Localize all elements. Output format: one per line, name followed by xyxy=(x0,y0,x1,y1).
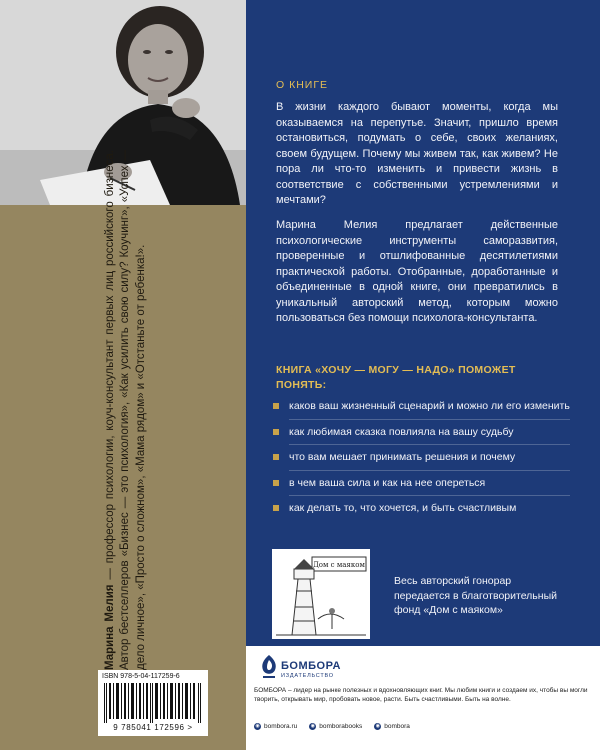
charity-image-caption: Дом с маяком xyxy=(313,561,365,569)
benefit-text: каков ваш жизненный сценарий и можно ли его изменить xyxy=(289,400,570,412)
social-website xyxy=(254,723,297,730)
benefits-list xyxy=(270,399,570,521)
square-bullet-icon xyxy=(273,429,279,435)
publisher-tagline: БОМБОРА – лидер на рынке полезных и вдохновляющих книг. Мы любим книги и создаем их, чтобы вы могли творить, открывать мир, пробовать новое, расти. Быть счастливыми. Быть на волне. xyxy=(254,687,588,703)
instagram-icon: ◉ xyxy=(375,723,380,729)
right-column xyxy=(246,0,600,750)
description-panel xyxy=(246,0,600,646)
social-links xyxy=(254,723,410,730)
author-bio xyxy=(103,150,149,670)
list-item xyxy=(270,476,570,491)
divider xyxy=(289,444,570,445)
divider xyxy=(289,470,570,471)
charity-text: Весь авторский гонорар передается в благотворительный фонд «Дом с маяком» xyxy=(394,575,557,616)
left-column xyxy=(0,0,246,750)
list-item xyxy=(270,425,570,440)
list-item xyxy=(270,450,570,465)
social-instagram xyxy=(374,723,410,730)
social-vk xyxy=(309,723,362,730)
benefit-text: в чем ваша сила и как на нее опереться xyxy=(289,476,486,489)
social-label: bomborabooks xyxy=(319,723,363,730)
benefit-text: как любимая сказка повлияла на вашу судьбу xyxy=(289,425,514,438)
square-bullet-icon xyxy=(273,403,279,409)
barcode-bars-icon xyxy=(104,683,202,723)
publisher-subtitle: ИЗДАТЕЛЬСТВО xyxy=(281,673,334,679)
list-item xyxy=(270,501,570,516)
barcode xyxy=(98,670,208,736)
lighthouse-drawing-icon xyxy=(272,549,370,639)
help-title: КНИГА «ХОЧУ — МОГУ — НАДО» ПОМОЖЕТ ПОНЯТЬ: xyxy=(276,364,516,391)
divider xyxy=(289,495,570,496)
vk-icon: ◉ xyxy=(310,723,315,729)
author-name: Марина Мелия xyxy=(104,584,116,670)
publisher-brand: БОМБОРА xyxy=(281,660,341,672)
square-bullet-icon xyxy=(273,454,279,460)
barcode-number: 9 785041 172596 > xyxy=(113,723,193,732)
charity-illustration xyxy=(272,549,370,639)
social-label: bombora xyxy=(384,723,410,730)
benefit-text: что вам мешает принимать решения и почему xyxy=(289,451,516,464)
benefit-text: как делать то, что хочется, и быть счастливым xyxy=(289,502,517,515)
list-item xyxy=(270,399,570,414)
isbn-label: ISBN 978-5-04-117259-6 xyxy=(102,673,180,680)
globe-icon: ◉ xyxy=(255,723,260,729)
square-bullet-icon xyxy=(273,480,279,486)
author-bio-text: — профессор психологии, коуч-консультант первых лиц российского бизнеса. Автор бестселлеров «Бизнес — это психология», «Как усилить свою силу? Коучинг», «Успех — дело личное», «Просто о сложном», «Мама рядом» и «Отстаньте от ребенка!». xyxy=(104,150,147,670)
social-label: bombora.ru xyxy=(264,723,298,730)
about-paragraph-1: В жизни каждого бывают моменты, когда мы оказываемся на перепутье. Значит, пришло время остановиться, подумать о себе, своих желаниях, своем будущем. Почему мы живем так, как живем? Не пора ли что-то изменить и привести жизнь в соответствие с собственными устремлениями и мечтами? xyxy=(276,101,558,206)
about-title: О КНИГЕ xyxy=(276,79,329,91)
square-bullet-icon xyxy=(273,505,279,511)
bombora-logo-icon xyxy=(260,654,278,680)
divider xyxy=(289,419,570,420)
publisher-footer xyxy=(246,646,600,750)
about-paragraph-2: Марина Мелия предлагает действенные психологические инструменты саморазвития, проверенные и отшлифованные десятилетиями практической работы. Отобранные, доработанные и объединенные в одной книге, они превратились в уникальный авторский метод, которым можно пользоваться без помощи психолога-консультанта. xyxy=(276,219,558,324)
